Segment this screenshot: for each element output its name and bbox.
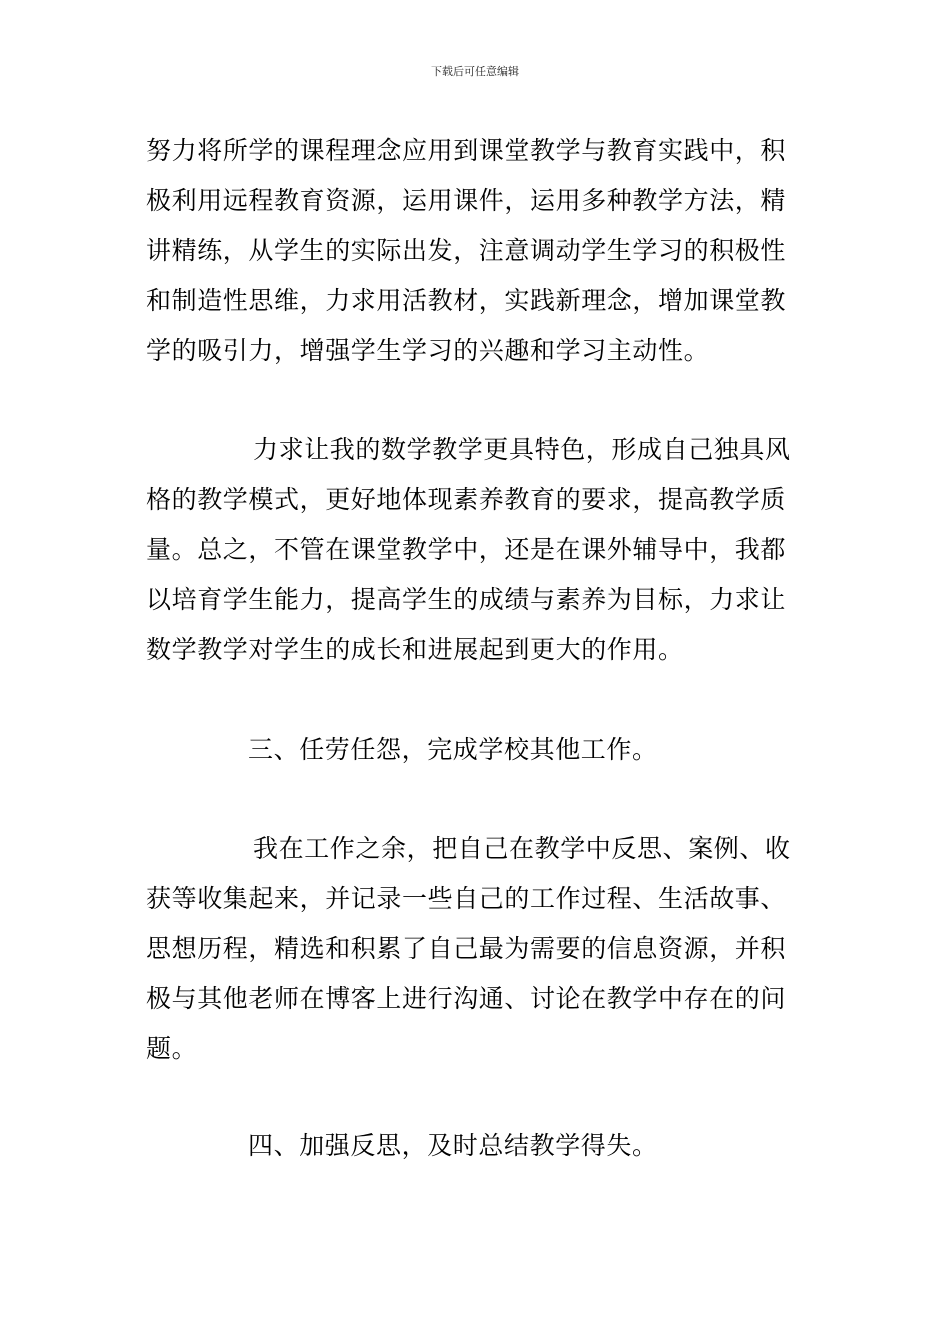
body-line: 格的教学模式，更好地体现素养教育的要求，提高教学质 bbox=[146, 485, 787, 514]
body-line: 学的吸引力，增强学生学习的兴趣和学习主动性。 bbox=[146, 336, 710, 365]
section-heading: 三、任劳任怨，完成学校其他工作。 bbox=[248, 735, 658, 764]
body-line: 数学教学对学生的成长和进展起到更大的作用。 bbox=[146, 635, 684, 664]
body-line: 获等收集起来，并记录一些自己的工作过程、生活故事、 bbox=[146, 884, 787, 913]
body-line: 和制造性思维，力求用活教材，实践新理念，增加课堂教 bbox=[146, 286, 787, 315]
body-line: 极与其他老师在博客上进行沟通、讨论在教学中存在的问 bbox=[146, 984, 787, 1013]
body-line: 量。总之，不管在课堂教学中，还是在课外辅导中，我都 bbox=[146, 535, 787, 564]
body-line: 我在工作之余，把自己在教学中反思、案例、收 bbox=[253, 834, 791, 863]
body-line: 极利用远程教育资源，运用课件，运用多种教学方法，精 bbox=[146, 186, 787, 215]
body-line: 以培育学生能力，提高学生的成绩与素养为目标，力求让 bbox=[146, 585, 787, 614]
body-line: 讲精练，从学生的实际出发，注意调动学生学习的积极性 bbox=[146, 236, 787, 265]
section-heading: 四、加强反思，及时总结教学得失。 bbox=[248, 1131, 658, 1160]
page-header: 下载后可任意编辑 bbox=[431, 65, 519, 78]
body-line: 思想历程，精选和积累了自己最为需要的信息资源，并积 bbox=[146, 934, 787, 963]
body-line: 努力将所学的课程理念应用到课堂教学与教育实践中，积 bbox=[146, 136, 787, 165]
body-line: 力求让我的数学教学更具特色，形成自己独具风 bbox=[253, 435, 791, 464]
body-line: 题。 bbox=[146, 1034, 198, 1063]
